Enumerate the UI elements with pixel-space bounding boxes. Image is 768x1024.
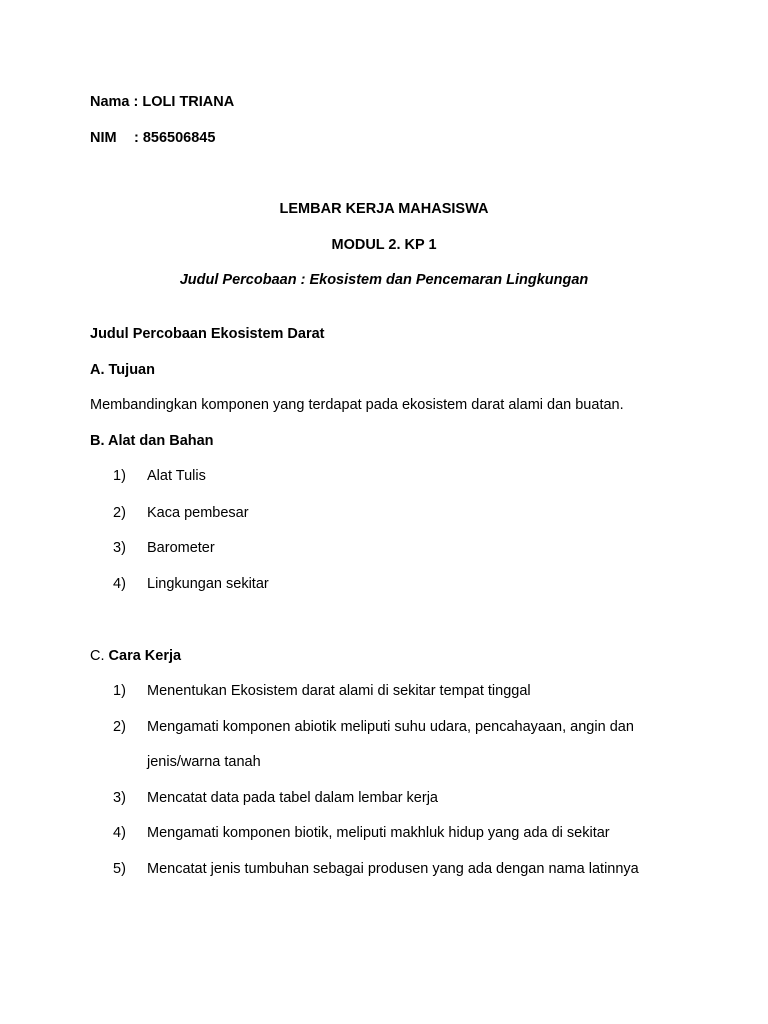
list-text: Alat Tulis [147,468,206,484]
alat-bahan-heading: B. Alat dan Bahan [90,433,214,449]
list-text: Mengamati komponen abiotik meliputi suhu udara, pencahayaan, angin dan [147,719,634,735]
list-number: 5) [113,861,126,877]
cara-kerja-prefix: C. [90,648,109,664]
list-item [0,505,768,525]
nim-value: : 856506845 [134,130,216,146]
nim-label: NIM [90,130,117,146]
list-text: Menentukan Ekosistem darat alami di sekitar tempat tinggal [147,683,531,699]
list-text: Mencatat data pada tabel dalam lembar kerja [147,790,438,806]
cara-kerja-title: Cara Kerja [108,648,182,664]
list-text: Kaca pembesar [147,505,249,521]
name-line [90,94,234,111]
module-label: MODUL 2. KP 1 [331,237,437,253]
list-number: 1) [113,683,126,699]
tujuan-text: Membandingkan komponen yang terdapat pada ekosistem darat alami dan buatan. [90,397,624,413]
list-item-continuation [0,754,768,774]
list-item [0,540,768,560]
list-item [0,683,768,703]
list-number: 3) [113,540,126,556]
list-item [0,468,768,488]
list-text: Mengamati komponen biotik, meliputi makhluk hidup yang ada di sekitar [147,825,610,841]
list-item [0,825,768,845]
section-heading: Judul Percobaan Ekosistem Darat [90,326,325,342]
name-value: LOLI TRIANA [142,94,235,110]
list-number: 4) [113,825,126,841]
experiment-title: Judul Percobaan : Ekosistem dan Pencemaran Lingkungan [179,272,589,288]
name-label: Nama : [90,94,143,110]
list-text: Mencatat jenis tumbuhan sebagai produsen yang ada dengan nama latinnya [147,861,639,877]
list-number: 1) [113,468,126,484]
list-item [0,576,768,596]
list-number: 2) [113,719,126,735]
document-title: LEMBAR KERJA MAHASISWA [279,201,489,217]
cara-kerja-heading [90,648,181,665]
list-number: 4) [113,576,126,592]
list-text: Lingkungan sekitar [147,576,269,592]
list-item [0,861,768,881]
list-item [0,790,768,810]
list-item [0,719,768,739]
list-number: 3) [113,790,126,806]
list-text-continuation: jenis/warna tanah [147,754,261,770]
tujuan-heading: A. Tujuan [90,362,155,378]
list-text: Barometer [147,540,215,556]
list-number: 2) [113,505,126,521]
